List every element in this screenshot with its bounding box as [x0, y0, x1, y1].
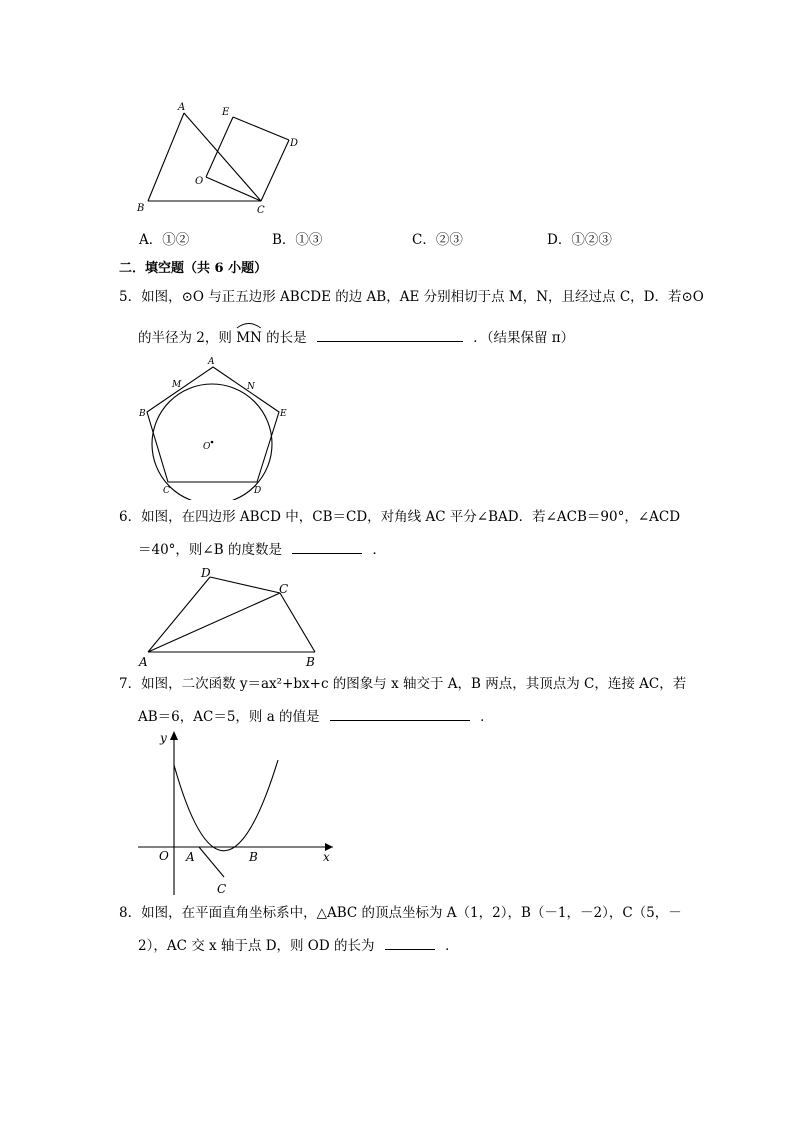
- q7-line2-pre: AB＝6，AC＝5，则 a 的值是: [138, 709, 320, 725]
- q6-label-d: D: [201, 566, 211, 580]
- q7-label-o: O: [159, 849, 169, 863]
- q4-label-a: A: [178, 102, 186, 113]
- section-title: 二．填空题（共 6 小题）: [119, 261, 268, 276]
- q5-center-dot: [211, 441, 214, 444]
- q7-figure: [130, 727, 345, 897]
- q4-label-o: O: [195, 176, 204, 187]
- q4-label-d: D: [290, 138, 299, 149]
- q4-label-b: B: [137, 203, 145, 214]
- q6-answer-blank[interactable]: [292, 539, 362, 554]
- q4-segment-ed: [233, 117, 289, 140]
- q6-label-a: A: [139, 655, 148, 669]
- q7-parabola: [174, 760, 278, 851]
- q5-line2-post: ．（结果保留 π）: [473, 330, 575, 346]
- q6-segment-bc: [280, 593, 315, 652]
- q4-segment-oc: [206, 177, 261, 201]
- q7-label-x: x: [323, 850, 330, 864]
- q8-line2-post: ．: [445, 938, 459, 954]
- q5-label-d: D: [254, 486, 262, 496]
- q4-option-c-value: ②③: [435, 232, 463, 248]
- q7-line2: [138, 706, 494, 727]
- q4-option-c-letter: C．: [412, 232, 436, 248]
- q6-label-b: B: [306, 655, 315, 669]
- q5-line2: [138, 327, 574, 348]
- q7-label-y: y: [160, 731, 167, 745]
- q4-option-d-value: ①②③: [571, 232, 612, 248]
- q5-answer-blank[interactable]: [317, 327, 463, 342]
- q7-line2-post: ．: [480, 709, 494, 725]
- q6-segment-ac: [148, 593, 280, 652]
- q6-line2: [138, 539, 386, 560]
- y-axis-arrow-icon: [170, 731, 178, 740]
- q5-label-a: A: [208, 357, 215, 367]
- q4-option-b-value: ①③: [295, 232, 323, 248]
- q4-label-e: E: [222, 107, 230, 118]
- q4-option-d-letter: D．: [547, 232, 572, 248]
- q5-label-b: B: [139, 409, 146, 419]
- q7-label-c: C: [217, 882, 227, 896]
- q8-line1: 8．如图，在平面直角坐标系中，△ABC 的顶点坐标为 A（1，2），B（－1，－2），C（5，－: [119, 905, 682, 921]
- q7-segment-ac: [199, 847, 224, 877]
- q5-line2-pre: 的半径为 2，则: [138, 330, 232, 346]
- q5-label-m: M: [172, 380, 182, 390]
- q5-label-n: N: [247, 382, 255, 392]
- q6-line2-post: ．: [372, 542, 387, 558]
- q8-answer-blank[interactable]: [385, 935, 435, 950]
- q4-segment-ac: [184, 113, 261, 201]
- q4-segment-ab: [148, 113, 184, 201]
- arc-icon: [236, 321, 262, 329]
- q4-option-a-value: ①②: [162, 232, 190, 248]
- q6-segment-cd: [210, 577, 280, 593]
- q4-segment-eo: [206, 117, 233, 177]
- q5-label-o: O: [203, 442, 211, 452]
- q4-option-c[interactable]: [412, 228, 463, 248]
- q7-label-a: A: [186, 850, 195, 864]
- q5-line1: 5．如图，⊙O 与正五边形 ABCDE 的边 AB，AE 分别相切于点 M，N，且经过点 C，D．若⊙O: [119, 289, 704, 305]
- q4-option-d[interactable]: [547, 228, 612, 248]
- q5-label-e: E: [280, 409, 287, 419]
- q7-answer-blank[interactable]: [330, 706, 470, 721]
- q4-label-c: C: [257, 205, 265, 216]
- q6-line2-pre: ＝40°，则∠B 的度数是: [138, 542, 282, 558]
- q5-figure: [130, 350, 300, 500]
- q8-line2: [138, 935, 459, 956]
- q5-line2-mid: 的长是: [266, 330, 307, 346]
- q4-option-b[interactable]: [272, 228, 322, 248]
- q7-label-b: B: [249, 850, 258, 864]
- q4-segment-dc: [261, 140, 289, 201]
- q5-arc-mn: [236, 328, 262, 348]
- q4-option-a[interactable]: [139, 228, 189, 248]
- q4-figure: [130, 95, 310, 220]
- q8-line2-pre: 2），AC 交 x 轴于点 D，则 OD 的长为: [138, 938, 375, 954]
- q5-arc-label: MN: [236, 330, 262, 346]
- q5-label-c: C: [163, 486, 170, 496]
- q4-option-a-letter: A．: [139, 232, 163, 248]
- q6-segment-da: [148, 577, 210, 652]
- q6-line1: 6．如图，在四边形 ABCD 中，CB＝CD，对角线 AC 平分∠BAD．若∠ACB＝90°，∠ACD: [119, 509, 681, 525]
- q4-option-b-letter: B．: [272, 232, 296, 248]
- q6-figure: [130, 560, 330, 672]
- q7-line1: 7．如图，二次函数 y＝ax²+bx+c 的图象与 x 轴交于 A，B 两点，其顶点为 C，连接 AC，若: [119, 676, 687, 692]
- q6-label-c: C: [279, 582, 289, 596]
